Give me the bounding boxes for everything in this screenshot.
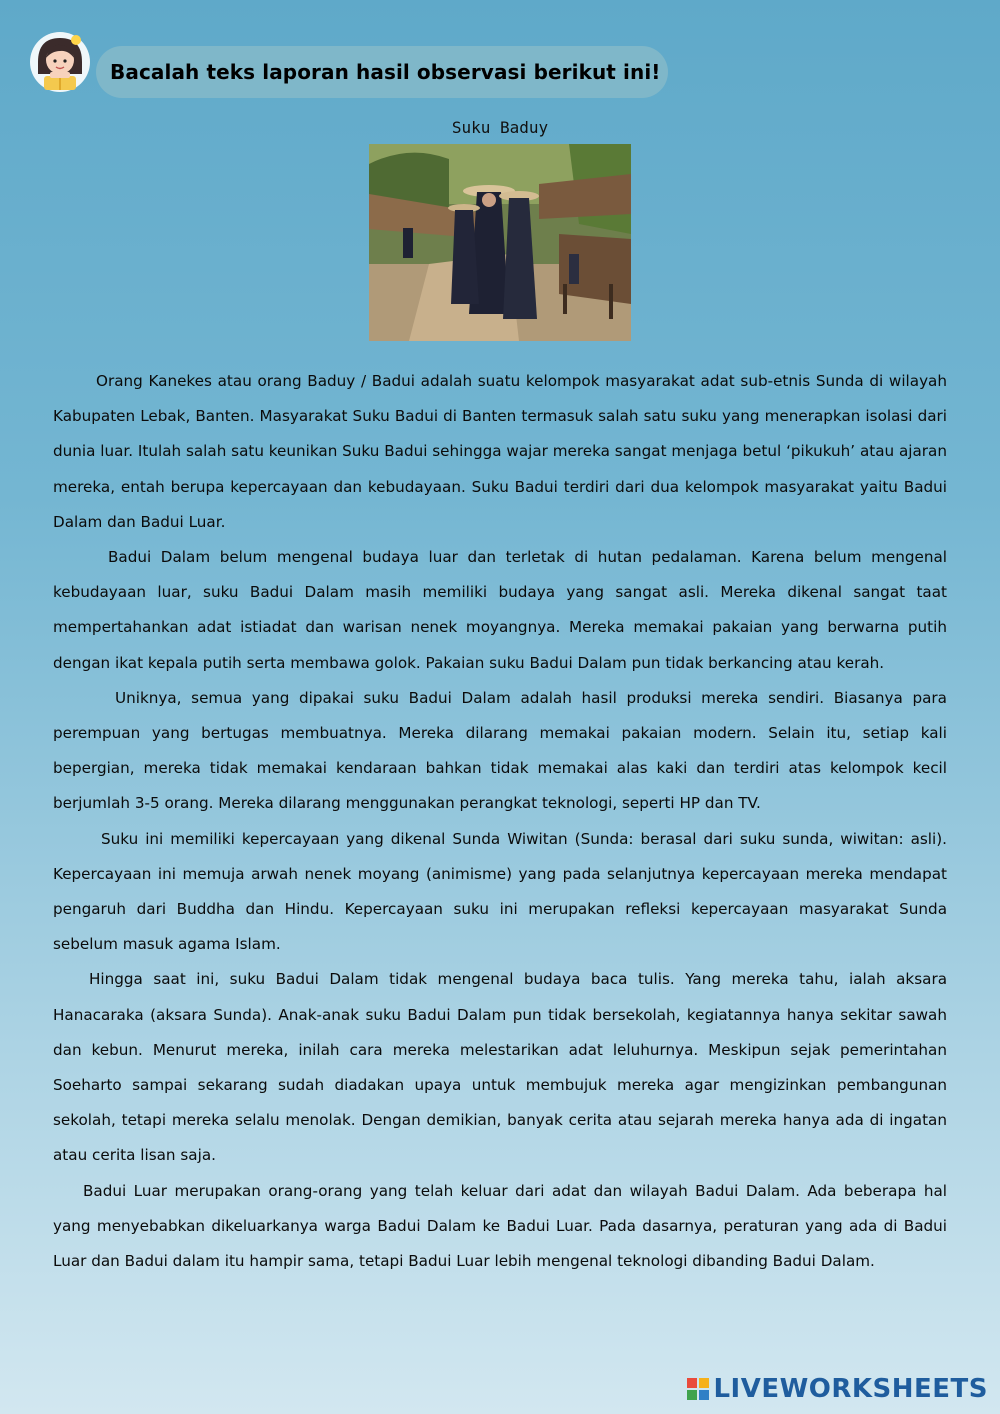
photo-caption: Suku Baduy xyxy=(451,118,549,137)
brand-name: LIVEWORKSHEETS xyxy=(713,1374,988,1404)
baduy-photo xyxy=(369,144,631,341)
paragraph-6: Badui Luar merupakan orang-orang yang telah keluar dari adat dan wilayah Badui Dalam. Ada beberapa hal yang menyebabkan dikeluarkanya warga Badui Dalam ke Badui Luar. Pada dasarnya, peraturan yang ada di Badui Luar dan Badui dalam itu hampir sama, tetapi Badui Luar lebih mengenal teknologi dibanding Badui Dalam. xyxy=(53,1181,947,1271)
girl-reading-icon xyxy=(24,28,96,100)
paragraph-3: Uniknya, semua yang dipakai suku Badui Dalam adalah hasil produksi mereka sendiri. Biasanya para perempuan yang bertugas membuatnya. Mereka dilarang memakai pakaian modern. Selain itu, setiap kali bepergian, mereka tidak memakai kendaraan bahkan tidak memakai alas kaki dan terdiri atas kelompok kecil berjumlah 3-5 orang. Mereka dilarang menggunakan perangkat teknologi, seperti HP dan TV. xyxy=(53,688,947,813)
paragraph-5: Hingga saat ini, suku Badui Dalam tidak mengenal budaya baca tulis. Yang mereka tahu, ialah aksara Hanacaraka (aksara Sunda). Anak-anak suku Badui Dalam pun tidak bersekolah, kegiatannya hanya sekitar sawah dan kebun. Menurut mereka, inilah cara mereka melestarikan adat leluhurnya. Meskipun sejak pemerintahan Soeharto sampai sekarang sudah diadakan upaya untuk membujuk mereka agar mengizinkan pembangunan sekolah, tetapi mereka selalu menolak. Dengan demikian, banyak cerita atau sejarah mereka hanya ada di ingatan atau cerita lisan saja. xyxy=(53,970,947,1165)
title-banner xyxy=(96,46,668,98)
page-title: Bacalah teks laporan hasil observasi berikut ini! xyxy=(110,60,661,84)
footer-brand xyxy=(687,1374,988,1404)
report-text xyxy=(53,364,947,1279)
liveworksheets-logo-icon xyxy=(687,1378,709,1400)
header xyxy=(24,28,684,108)
paragraph-4: Suku ini memiliki kepercayaan yang dikenal Sunda Wiwitan (Sunda: berasal dari suku sunda, wiwitan: asli). Kepercayaan ini memuja arwah nenek moyang (animisme) yang pada selanjutnya kepercayaan mereka mendapat pengaruh dari Buddha dan Hindu. Kepercayaan suku ini merupakan refleksi kepercayaan masyarakat Sunda sebelum masuk agama Islam. xyxy=(53,829,947,954)
paragraph-2: Badui Dalam belum mengenal budaya luar dan terletak di hutan pedalaman. Karena belum mengenal kebudayaan luar, suku Badui Dalam masih memiliki budaya yang sangat asli. Mereka dikenal sangat taat mempertahankan adat istiadat dan warisan nenek moyangnya. Mereka memakai pakaian yang berwarna putih dengan ikat kepala putih serta membawa golok. Pakaian suku Badui Dalam pun tidak berkancing atau kerah. xyxy=(53,548,947,672)
paragraph-1: Orang Kanekes atau orang Baduy / Badui adalah suatu kelompok masyarakat adat sub-etnis Sunda di wilayah Kabupaten Lebak, Banten. Masyarakat Suku Badui di Banten termasuk salah satu suku yang menerapkan isolasi dari dunia luar. Itulah salah satu keunikan Suku Badui sehingga wajar mereka sangat menjaga betul ‘pikukuh’ atau ajaran mereka, entah berupa kepercayaan dan kebudayaan. Suku Badui terdiri dari dua kelompok masyarakat yaitu Badui Dalam dan Badui Luar. xyxy=(53,372,947,531)
